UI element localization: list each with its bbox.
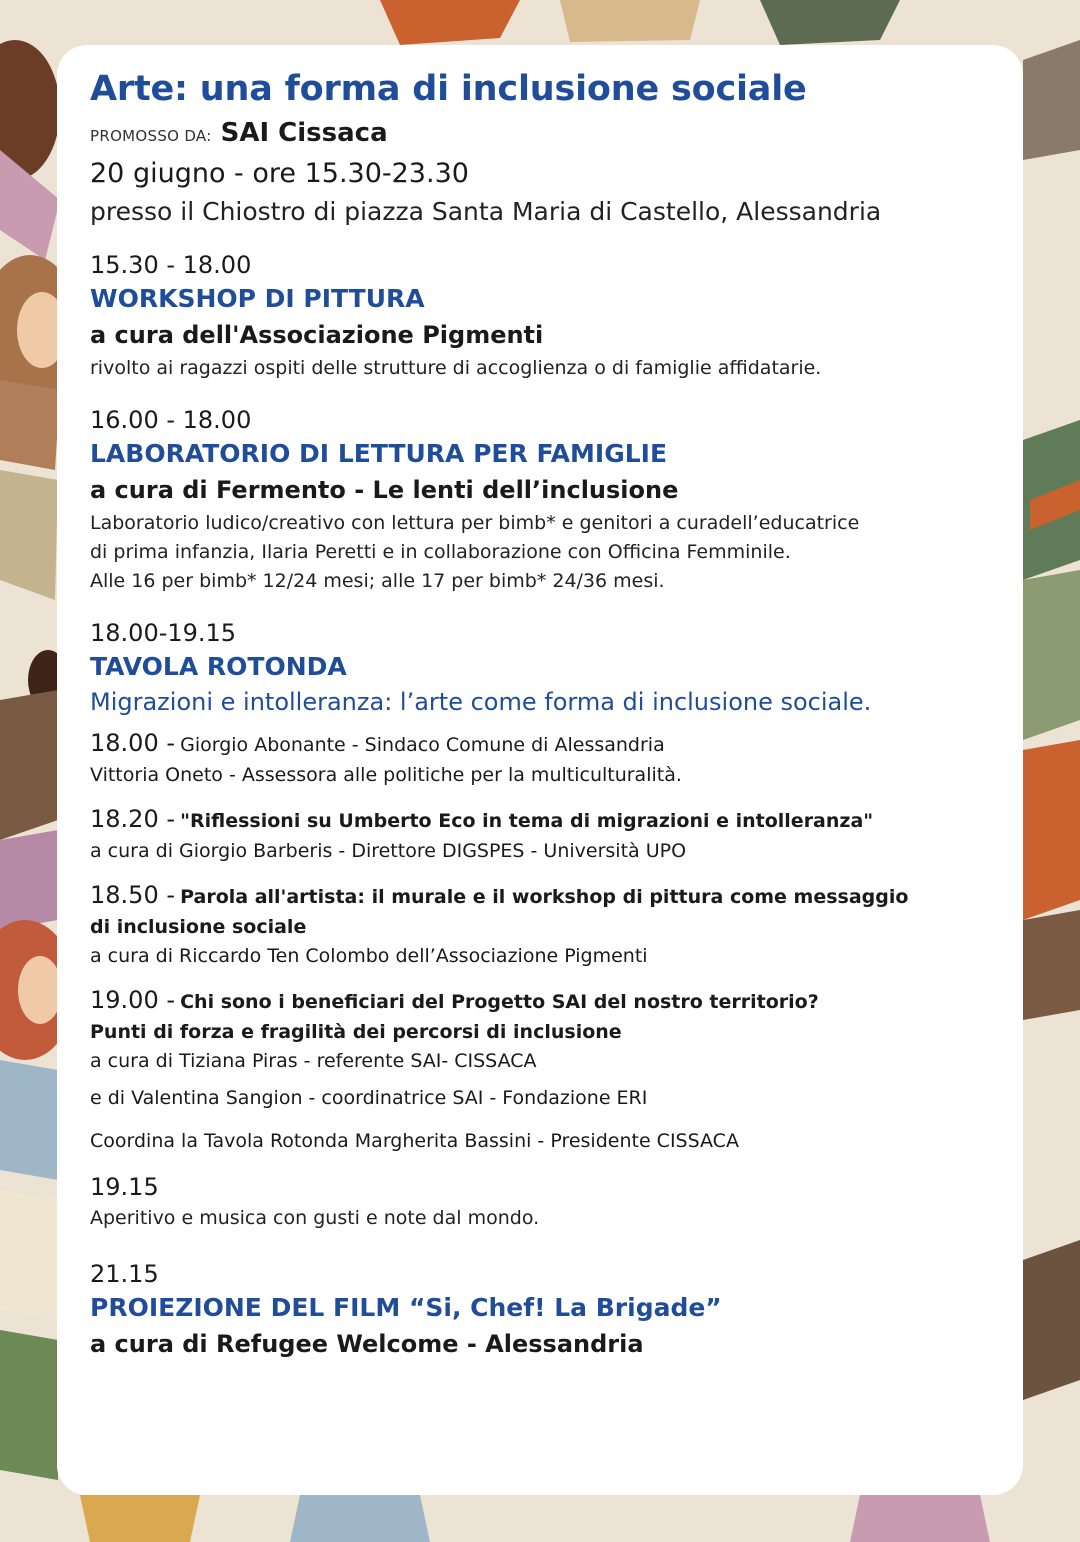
agenda-topic: Parola all'artista: il murale e il workshop di pittura come messaggio [180,886,909,908]
event-title: Arte: una forma di inclusione sociale [90,69,807,109]
film-curator: a cura di Refugee Welcome - Alessandria [90,1330,644,1358]
agenda-line: a cura di Tiziana Piras - referente SAI- CISSACA [90,1050,537,1072]
agenda-item [90,880,1003,971]
workshop-heading: WORKSHOP DI PITTURA [90,284,425,313]
agenda-item [90,804,1003,866]
agenda-extra-line: e di Valentina Sangion - coordinatrice SAI - Fondazione ERI [90,1087,648,1109]
agenda-time: 18.20 - [90,805,175,833]
promoter-name: SAI Cissaca [220,118,388,148]
round-table-coordinator: Coordina la Tavola Rotonda Margherita Bassini - Presidente CISSACA [90,1130,739,1152]
lab-desc-line: Laboratorio ludico/creativo con lettura per bimb* e genitori a curadell’educatrice [90,512,860,534]
agenda-time: 18.50 - [90,881,175,909]
section-lab [90,403,1003,596]
agenda-time: 19.00 - [90,986,175,1014]
program-card [57,45,1023,1495]
aperitivo-time: 19.15 [90,1173,159,1201]
workshop-time: 15.30 - 18.00 [90,251,252,279]
lab-desc-line: Alle 16 per bimb* 12/24 mesi; alle 17 per bimb* 24/36 mesi. [90,570,665,592]
event-date: 20 giugno - ore 15.30-23.30 [90,158,469,189]
promoter-line [90,115,1003,154]
film-time: 21.15 [90,1260,159,1288]
promoter-label: PROMOSSO DA: [90,127,212,145]
agenda-topic-line: Punti di forza e fragilità dei percorsi di inclusione [90,1021,622,1043]
section-round-table [90,616,1003,1156]
agenda-line: a cura di Giorgio Barberis - Direttore DIGSPES - Università UPO [90,840,687,862]
agenda-topic-line: di inclusione sociale [90,916,307,938]
section-film [90,1257,1003,1363]
agenda-line: Vittoria Oneto - Assessora alle politiche per la multiculturalità. [90,764,682,786]
lab-curator: a cura di Fermento - Le lenti dell’inclusione [90,476,679,504]
agenda-speaker: Giorgio Abonante - Sindaco Comune di Alessandria [180,734,665,756]
agenda-topic: "Riflessioni su Umberto Eco in tema di migrazioni e intolleranza" [180,810,874,832]
agenda-topic: Chi sono i beneficiari del Progetto SAI del nostro territorio? [180,991,819,1013]
round-table-time: 18.00-19.15 [90,619,237,647]
agenda-line: a cura di Riccardo Ten Colombo dell’Associazione Pigmenti [90,945,648,967]
section-aperitivo [90,1170,1003,1233]
agenda-item [90,985,1003,1113]
film-heading: PROIEZIONE DEL FILM “Si, Chef! La Brigade” [90,1293,722,1322]
round-table-subtitle: Migrazioni e intolleranza: l’arte come forma di inclusione sociale. [90,688,872,716]
agenda-item [90,728,1003,790]
workshop-desc: rivolto ai ragazzi ospiti delle strutture di accoglienza o di famiglie affidatarie. [90,357,822,379]
lab-heading: LABORATORIO DI LETTURA PER FAMIGLIE [90,439,668,468]
event-venue: presso il Chiostro di piazza Santa Maria di Castello, Alessandria [90,197,882,226]
agenda-time: 18.00 - [90,729,175,757]
workshop-curator: a cura dell'Associazione Pigmenti [90,321,544,349]
section-workshop [90,248,1003,383]
lab-time: 16.00 - 18.00 [90,406,252,434]
lab-desc-line: di prima infanzia, Ilaria Peretti e in collaborazione con Officina Femminile. [90,541,791,563]
round-table-heading: TAVOLA ROTONDA [90,652,347,681]
aperitivo-desc: Aperitivo e musica con gusti e note dal mondo. [90,1207,540,1229]
